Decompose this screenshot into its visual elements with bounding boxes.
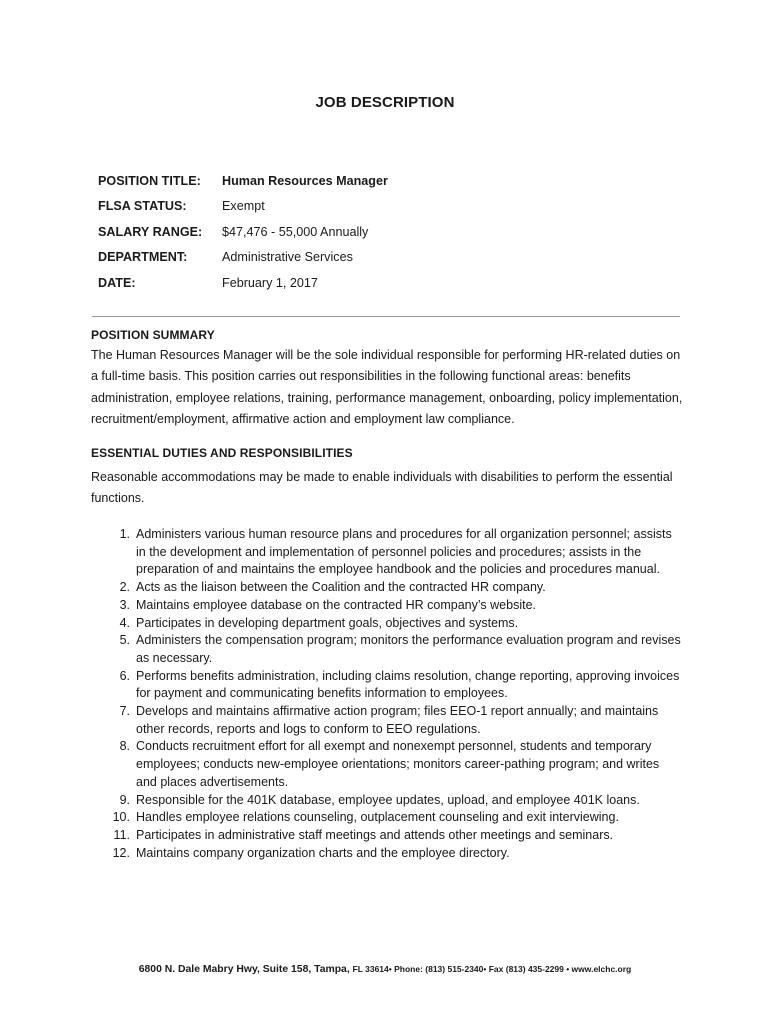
- duty-item: [106, 668, 686, 703]
- duties-list: [106, 526, 686, 862]
- duty-number: 8.: [119, 739, 130, 754]
- section-divider: [92, 316, 680, 317]
- duty-text: Participates in developing department goals, objectives and systems.: [136, 615, 519, 630]
- duty-item: [106, 845, 686, 863]
- duty-item: [106, 597, 686, 615]
- field-label: POSITION TITLE:: [98, 173, 201, 188]
- duty-item: [106, 827, 686, 845]
- field-salary-range: [98, 219, 388, 245]
- duty-item: [106, 703, 686, 738]
- duty-number: 10.: [112, 810, 130, 825]
- duty-text: Acts as the liaison between the Coalition and the contracted HR company.: [136, 580, 546, 595]
- duty-number: 4.: [119, 615, 130, 630]
- duty-number: 5.: [119, 633, 130, 648]
- duty-text: Participates in administrative staff meetings and attends other meetings and seminars.: [136, 827, 614, 842]
- duty-item: [106, 632, 686, 667]
- duty-text: Develops and maintains affirmative action program; files EEO-1 report annually; and maintains other records, reports and logs to conform to EEO regulations.: [136, 704, 659, 736]
- duty-number: 11.: [113, 827, 130, 842]
- duty-text: Conducts recruitment effort for all exempt and nonexempt personnel, students and temporary employees; conducts new-employee orientations; monitors career-pathing program; and writes and places advertisements.: [136, 739, 660, 789]
- footer-address: 6800 N. Dale Mabry Hwy, Suite 158, Tampa,: [138, 964, 350, 975]
- field-date: [98, 270, 388, 296]
- field-label: SALARY RANGE:: [98, 224, 203, 239]
- duty-number: 12.: [112, 845, 130, 860]
- duty-number: 2.: [119, 580, 130, 595]
- duty-item: [106, 526, 686, 579]
- duties-heading: ESSENTIAL DUTIES AND RESPONSIBILITIES: [91, 446, 353, 460]
- field-value: Administrative Services: [222, 250, 353, 265]
- footer-contact: Phone: (813) 515-2340• Fax (813) 435-2299 • www.elchc.org: [391, 964, 632, 974]
- duty-number: 6.: [119, 668, 130, 683]
- field-value: $47,476 - 55,000 Annually: [222, 224, 369, 239]
- duty-item: [106, 738, 686, 791]
- field-value: Exempt: [222, 199, 265, 214]
- duty-number: 1.: [119, 527, 130, 541]
- duty-text: Maintains company organization charts and the employee directory.: [136, 845, 510, 860]
- field-label: DEPARTMENT:: [98, 250, 188, 265]
- duty-number: 3.: [119, 597, 130, 612]
- duty-text: Administers various human resource plans and procedures for all organization personnel; assists in the development and implementation of personnel policies and procedures; assists in the preparation of and maintains the employee handbook and the policies and procedures manual.: [136, 527, 672, 577]
- duty-item: [106, 809, 686, 827]
- duty-text: Responsible for the 401K database, employee updates, upload, and employee 401K loans.: [136, 792, 640, 807]
- document-title: JOB DESCRIPTION: [315, 94, 455, 111]
- field-label: FLSA STATUS:: [98, 199, 187, 214]
- field-position-title: [98, 168, 388, 194]
- summary-text: The Human Resources Manager will be the sole individual responsible for performing HR-related duties on a full-time basis. This position carries out responsibilities in the following functional areas: benefits administration, employee relations, training, performance management, onboarding, policy implementation, recruitment/employment, affirmative action and employment law compliance.: [91, 348, 683, 427]
- duty-item: [106, 615, 686, 633]
- footer-state: FL 33614•: [352, 964, 392, 974]
- field-label: DATE:: [98, 275, 136, 290]
- duties-intro: Reasonable accommodations may be made to enable individuals with disabilities to perform the essential functions.: [91, 470, 673, 506]
- duty-text: Maintains employee database on the contracted HR company’s website.: [136, 597, 536, 612]
- summary-heading: POSITION SUMMARY: [91, 328, 215, 342]
- field-department: [98, 245, 388, 271]
- duty-item: [106, 579, 686, 597]
- duty-item: [106, 792, 686, 810]
- duty-text: Performs benefits administration, including claims resolution, change reporting, approving invoices for payment and communicating benefits information to employees.: [136, 668, 680, 701]
- duty-text: Handles employee relations counseling, outplacement counseling and exit interviewing.: [136, 810, 619, 825]
- job-fields: [98, 168, 388, 296]
- field-value: Human Resources Manager: [222, 173, 388, 188]
- field-flsa-status: [98, 194, 388, 220]
- duty-number: 9.: [119, 792, 130, 807]
- duty-number: 7.: [119, 704, 130, 719]
- duty-text: Administers the compensation program; monitors the performance evaluation program and revises as necessary.: [136, 633, 681, 665]
- page-footer: [0, 964, 770, 975]
- field-value: February 1, 2017: [222, 275, 318, 290]
